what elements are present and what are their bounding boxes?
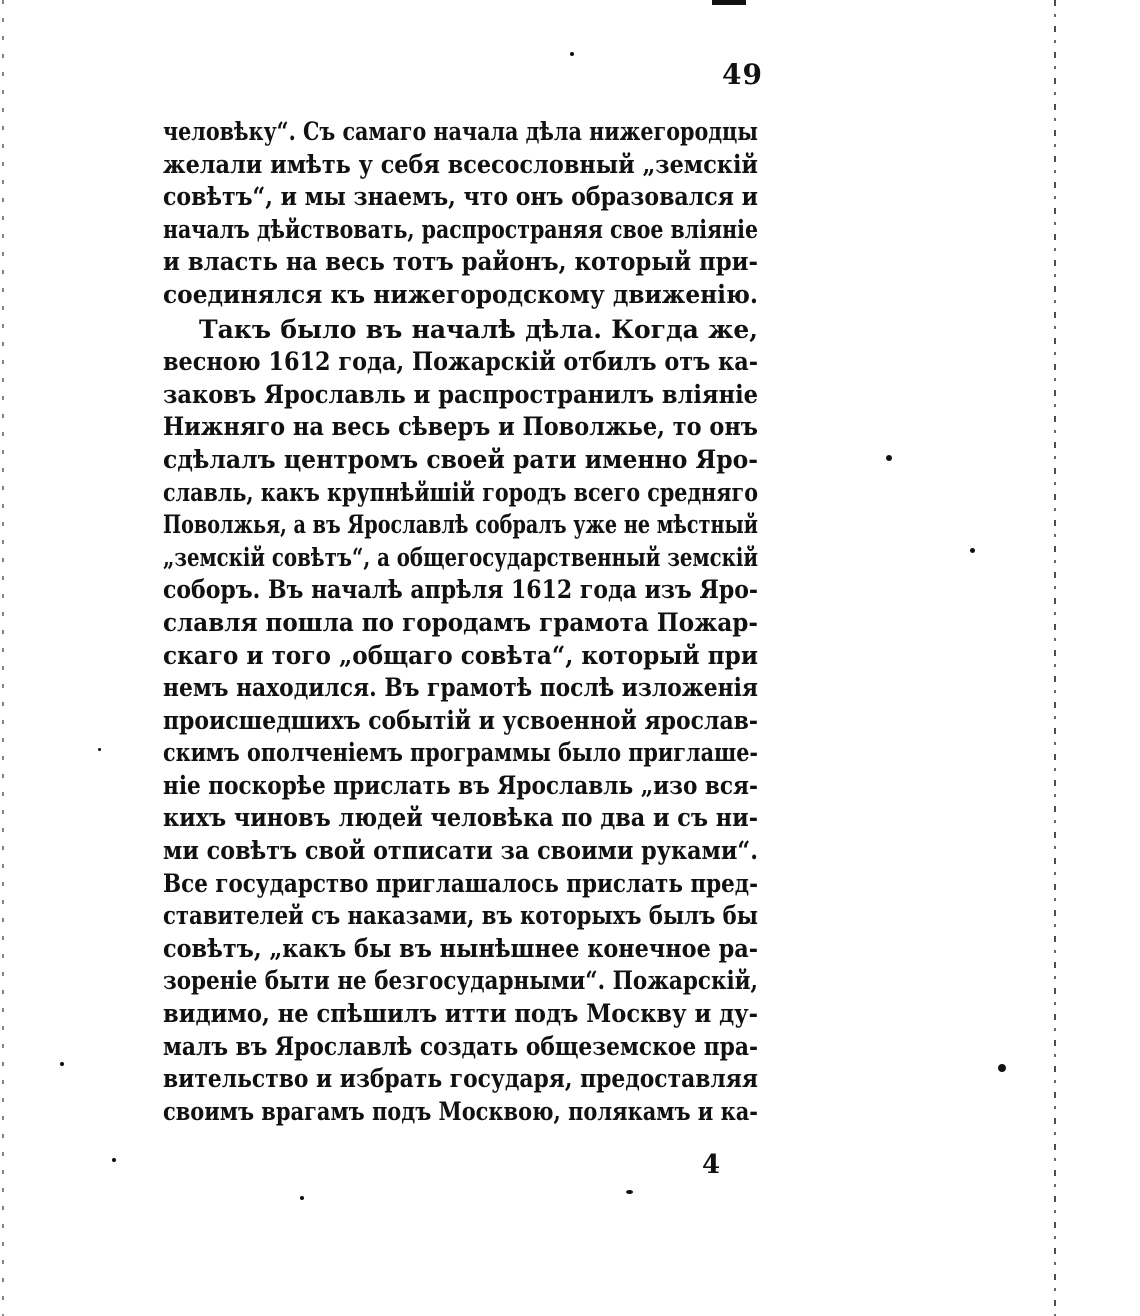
text-line: ставителей съ наказами, въ которыхъ былъ бы [163, 901, 758, 931]
scan-edge-left [2, 0, 4, 1316]
scan-edge-right [1054, 0, 1056, 1316]
text-line: славль, какъ крупнѣйшій городъ всего средняго [163, 477, 758, 507]
speck [300, 1196, 304, 1200]
text-line: человѣку“. Съ самаго начала дѣла нижегородцы [163, 117, 759, 146]
speck [112, 1158, 116, 1162]
text-line: заковъ Ярославль и распространилъ вліяніе [163, 379, 758, 409]
speck [626, 1190, 633, 1194]
speck [570, 52, 574, 56]
text-line: происшедшихъ событій и усвоенной ярослав- [163, 705, 759, 735]
speck [886, 455, 892, 461]
text-line: кихъ чиновъ людей человѣка по два и съ ни- [163, 803, 758, 833]
text-line: скимъ ополченіемъ программы было приглаше- [163, 738, 759, 768]
text-line: скаго и того „общаго совѣта“, который при [163, 640, 758, 670]
speck [98, 748, 101, 751]
speck [998, 1064, 1006, 1072]
text-line: ніе поскорѣе прислать въ Ярославль „изо вся- [163, 770, 758, 800]
text-line: Такъ было въ началѣ дѣла. Когда же, [199, 314, 758, 344]
text-line: немъ находился. Въ грамотѣ послѣ изложенія [163, 673, 758, 703]
text-line: малъ въ Ярославлѣ создать общеземское пра- [163, 1031, 758, 1061]
text-line: и власть на весь тотъ районъ, который при- [163, 247, 758, 277]
text-line: соединялся къ нижегородскому движенію. [163, 279, 759, 309]
text-line: Все государство приглашалось прислать пред- [163, 868, 758, 898]
scan-artifact-top [712, 0, 746, 5]
text-line: весною 1612 года, Пожарскій отбилъ отъ ка- [163, 347, 758, 377]
text-line: соборъ. Въ началѣ апрѣля 1612 года изъ Яро- [163, 575, 759, 605]
text-line: славля пошла по городамъ грамота Пожар- [163, 607, 758, 637]
body-text [163, 116, 758, 1128]
text-line: совѣтъ“, и мы знаемъ, что онъ образовался и [163, 182, 758, 212]
speck [970, 548, 975, 553]
page-number: 49 [722, 58, 763, 91]
text-line: вительство и избрать государя, предоставляя [163, 1064, 758, 1094]
text-line: Поволжья, а въ Ярославлѣ собралъ уже не мѣстный [163, 510, 759, 540]
text-line: Нижняго на весь сѣверъ и Поволжье, то онъ [163, 412, 758, 442]
text-line: „земскій совѣтъ“, а общегосударственный земскій [163, 542, 759, 572]
text-line: зореніе быти не безгосударными“. Пожарскій, [163, 966, 759, 996]
text-line: видимо, не спѣшилъ итти подъ Москву и ду- [163, 999, 759, 1029]
text-line: своимъ врагамъ подъ Москвою, полякамъ и ка- [163, 1096, 758, 1126]
text-line: желали имѣть у себя всесословный „земскій [163, 149, 759, 179]
text-line: началъ дѣйствовать, распространяя свое вліяніе [163, 214, 759, 244]
speck [60, 1062, 64, 1066]
text-line: сдѣлалъ центромъ своей рати именно Яро- [163, 444, 759, 474]
text-line: совѣтъ, „какъ бы въ нынѣшнее конечное ра- [163, 933, 759, 963]
signature-mark: 4 [702, 1150, 721, 1180]
text-line: ми совѣтъ свой отписати за своими руками“. [163, 836, 759, 866]
